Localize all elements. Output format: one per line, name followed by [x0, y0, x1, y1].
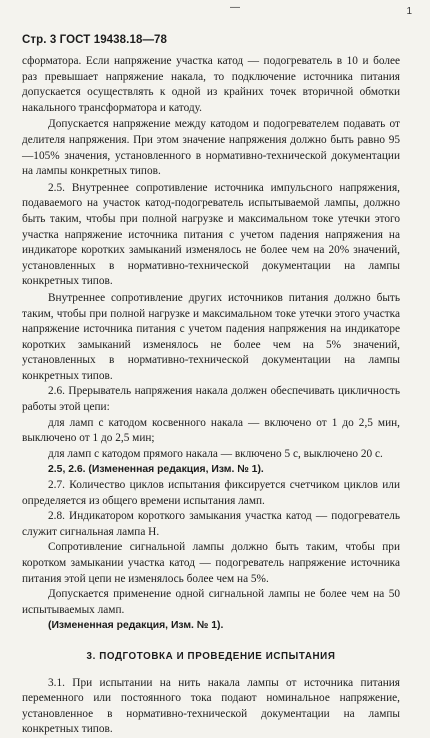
paragraph: 3.1. При испытании на нить накала лампы от источника питания переменного или постоянного тока подают номинальное напряжение, установленное в нормативно-технической документации на лампы конкретных типов.	[22, 676, 400, 736]
paragraph: 2.6. Прерыватель напряжения накала должен обеспечивать цикличность работы этой цепи:	[22, 385, 400, 414]
document-body	[22, 54, 400, 738]
corner-mark: 1	[406, 6, 412, 17]
paragraph: 2.7. Количество циклов испытания фиксируется счетчиком циклов или определяется из общего времени испытания ламп.	[22, 479, 400, 507]
paragraph: 2.5. Внутреннее сопротивление источника импульсного напряжения, подаваемого на участок катод-подогреватель испытываемой лампы, должно быть таким, чтобы при полной нагрузке и максимальном токе утечки этого участка напряжение источника питания с учетом падения напряжения на индикаторе коротких замыканий изменялось не более чем на 20% значений, установленных в нормативно-технической документации на лампы конкретных типов.	[22, 181, 400, 288]
paragraph: для ламп с катодом косвенного накала — включено от 1 до 2,5 мин, выключено от 1 до 2,5 мин;	[22, 416, 400, 445]
section-title: 3. ПОДГОТОВКА И ПРОВЕДЕНИЕ ИСПЫТАНИЯ	[86, 650, 336, 662]
paragraph: Внутреннее сопротивление других источников питания должно быть таким, чтобы при полной нагрузке и максимальном токе утечки этого участка напряжение источника питания с учетом падения напряжения на индикаторе коротких замыканий изменялось не более чем на 5% значений, установленных в нормативно-технической документации на лампы конкретных типов.	[22, 291, 400, 382]
page-header: Стр. 3 ГОСТ 19438.18—78	[22, 34, 168, 46]
paragraph: для ламп с катодом прямого накала — включено 5 с, выключено 20 с.	[48, 447, 383, 460]
top-mark: —	[230, 2, 240, 13]
paragraph: сформатора. Если напряжение участка катод — подогреватель в 10 и более раз превышает напряжение накала, то подключение источника питания допускается осуществлять к одной из крайних точек вторичной обмотки накального трансформатора и катоду.	[22, 55, 400, 114]
paragraph: Сопротивление сигнальной лампы должно быть таким, чтобы при коротком замыкании участка катод — подогреватель напряжение источника питания этой цепи не изменялось более чем на 5%.	[22, 541, 400, 585]
paragraph: 2.8. Индикатором короткого замыкания участка катод — подогреватель служит сигнальная лампа Н.	[22, 510, 400, 538]
amendment-note: 2.5, 2.6. (Измененная редакция, Изм. № 1).	[48, 464, 264, 476]
paragraph: Допускается напряжение между катодом и подогревателем подавать от делителя напряжения. При этом значение напряжения должно быть равно 95—105% значения, установленного в нормативно-технической документации на лампы конкретных типов.	[22, 118, 400, 178]
paragraph: Допускается применение одной сигнальной лампы не более чем на 50 испытываемых ламп.	[22, 588, 400, 616]
amendment-note: (Измененная редакция, Изм. № 1).	[48, 620, 224, 632]
